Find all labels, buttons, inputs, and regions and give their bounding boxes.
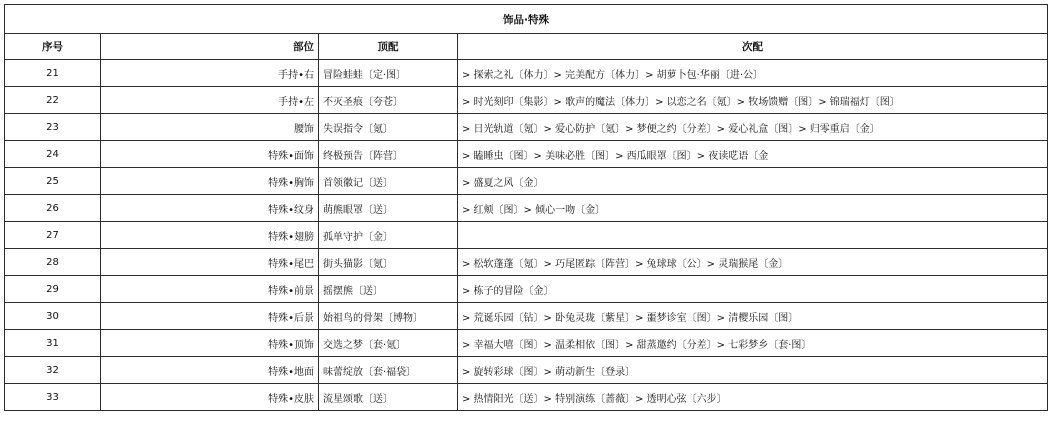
table-row — [5, 330, 1048, 357]
cell-top: 始祖鸟的骨架〔博物〕 — [319, 303, 458, 330]
cell-part: 手持•右 — [101, 60, 319, 87]
cell-part: 特殊•顶饰 — [101, 330, 319, 357]
table-row — [5, 249, 1048, 276]
table-title: 饰品·特殊 — [5, 5, 1048, 34]
cell-part: 特殊•前景 — [101, 276, 319, 303]
header-index: 序号 — [5, 34, 101, 60]
cell-index: 30 — [5, 303, 101, 330]
accessory-table — [4, 4, 1048, 411]
cell-part: 特殊•后景 — [101, 303, 319, 330]
cell-top: 萌熊眼罩〔送〕 — [319, 195, 458, 222]
cell-top: 终极预告〔阵营〕 — [319, 141, 458, 168]
cell-top: 冒险蛙蛙〔定·图〕 — [319, 60, 458, 87]
cell-sub: > 幸福大嘻〔图〕> 温柔相依〔图〕> 甜蒸邀约〔分差〕> 七彩梦乡〔套·图〕 — [458, 330, 1048, 357]
cell-sub: > 时光刻印〔集影〕> 歌声的魔法〔体力〕> 以恋之名〔氪〕> 牧场馈赠〔图〕> 锦瑞福灯〔图〕 — [458, 87, 1048, 114]
cell-part: 特殊•翅膀 — [101, 222, 319, 249]
table-row — [5, 357, 1048, 384]
cell-part: 腰饰 — [101, 114, 319, 141]
table-row — [5, 276, 1048, 303]
cell-top: 街头猫影〔氪〕 — [319, 249, 458, 276]
cell-index: 27 — [5, 222, 101, 249]
header-top: 顶配 — [319, 34, 458, 60]
cell-sub: > 日光轨道〔氪〕> 爱心防护〔氪〕> 梦便之约〔分差〕> 爱心礼盒〔图〕> 归零重启〔金〕 — [458, 114, 1048, 141]
table-row — [5, 87, 1048, 114]
header-part: 部位 — [101, 34, 319, 60]
cell-sub: > 盛夏之风〔金〕 — [458, 168, 1048, 195]
cell-top: 孤单守护〔金〕 — [319, 222, 458, 249]
cell-top: 不灭圣痕〔夸苍〕 — [319, 87, 458, 114]
title-row — [5, 5, 1048, 34]
cell-index: 23 — [5, 114, 101, 141]
cell-sub: > 荒诞乐园〔钻〕> 卧兔灵珑〔紫星〕> 噩梦诊室〔图〕> 清樱乐园〔图〕 — [458, 303, 1048, 330]
cell-top: 摇摆熊〔送〕 — [319, 276, 458, 303]
cell-part: 特殊•面饰 — [101, 141, 319, 168]
cell-index: 22 — [5, 87, 101, 114]
table-row — [5, 303, 1048, 330]
cell-sub: > 松软蓬蓬〔氪〕> 巧尾匿踪〔阵营〕> 兔球球〔公〕> 灵瑞猴尾〔金〕 — [458, 249, 1048, 276]
cell-sub: > 瞌睡虫〔图〕> 美味必胜〔图〕> 西瓜眼罩〔图〕> 夜读呓语〔金 — [458, 141, 1048, 168]
header-sub: 次配 — [458, 34, 1048, 60]
cell-top: 交选之梦〔套·氪〕 — [319, 330, 458, 357]
cell-index: 31 — [5, 330, 101, 357]
cell-index: 28 — [5, 249, 101, 276]
cell-index: 26 — [5, 195, 101, 222]
header-row — [5, 34, 1048, 60]
table-row — [5, 60, 1048, 87]
cell-index: 29 — [5, 276, 101, 303]
cell-index: 25 — [5, 168, 101, 195]
table-row — [5, 222, 1048, 249]
cell-part: 手持•左 — [101, 87, 319, 114]
cell-index: 24 — [5, 141, 101, 168]
table-row — [5, 114, 1048, 141]
table-row — [5, 195, 1048, 222]
table-row — [5, 384, 1048, 411]
cell-sub: > 旋转彩球〔图〕> 萌动新生〔登录〕 — [458, 357, 1048, 384]
cell-sub: > 红颊〔图〕> 倾心一吻〔金〕 — [458, 195, 1048, 222]
cell-index: 33 — [5, 384, 101, 411]
cell-part: 特殊•尾巴 — [101, 249, 319, 276]
table-row — [5, 168, 1048, 195]
cell-sub: > 热情阳光〔送〕> 特别演练〔蔷薇〕> 透明心弦〔六步〕 — [458, 384, 1048, 411]
cell-sub: > 探索之礼〔体力〕> 完美配方〔体力〕> 胡萝卜包·华丽〔进·公〕 — [458, 60, 1048, 87]
cell-index: 21 — [5, 60, 101, 87]
cell-top: 失误指令〔氪〕 — [319, 114, 458, 141]
cell-sub: > 栋子的冒险〔金〕 — [458, 276, 1048, 303]
cell-part: 特殊•地面 — [101, 357, 319, 384]
table-body — [5, 5, 1048, 411]
table-row — [5, 141, 1048, 168]
cell-part: 特殊•纹身 — [101, 195, 319, 222]
cell-top: 流星颂歌〔送〕 — [319, 384, 458, 411]
cell-index: 32 — [5, 357, 101, 384]
cell-part: 特殊•皮肤 — [101, 384, 319, 411]
cell-sub — [458, 222, 1048, 249]
table-wrapper — [4, 4, 1048, 411]
cell-top: 味蕾绽放〔套·福袋〕 — [319, 357, 458, 384]
cell-part: 特殊•胸饰 — [101, 168, 319, 195]
cell-top: 首领徽记〔送〕 — [319, 168, 458, 195]
